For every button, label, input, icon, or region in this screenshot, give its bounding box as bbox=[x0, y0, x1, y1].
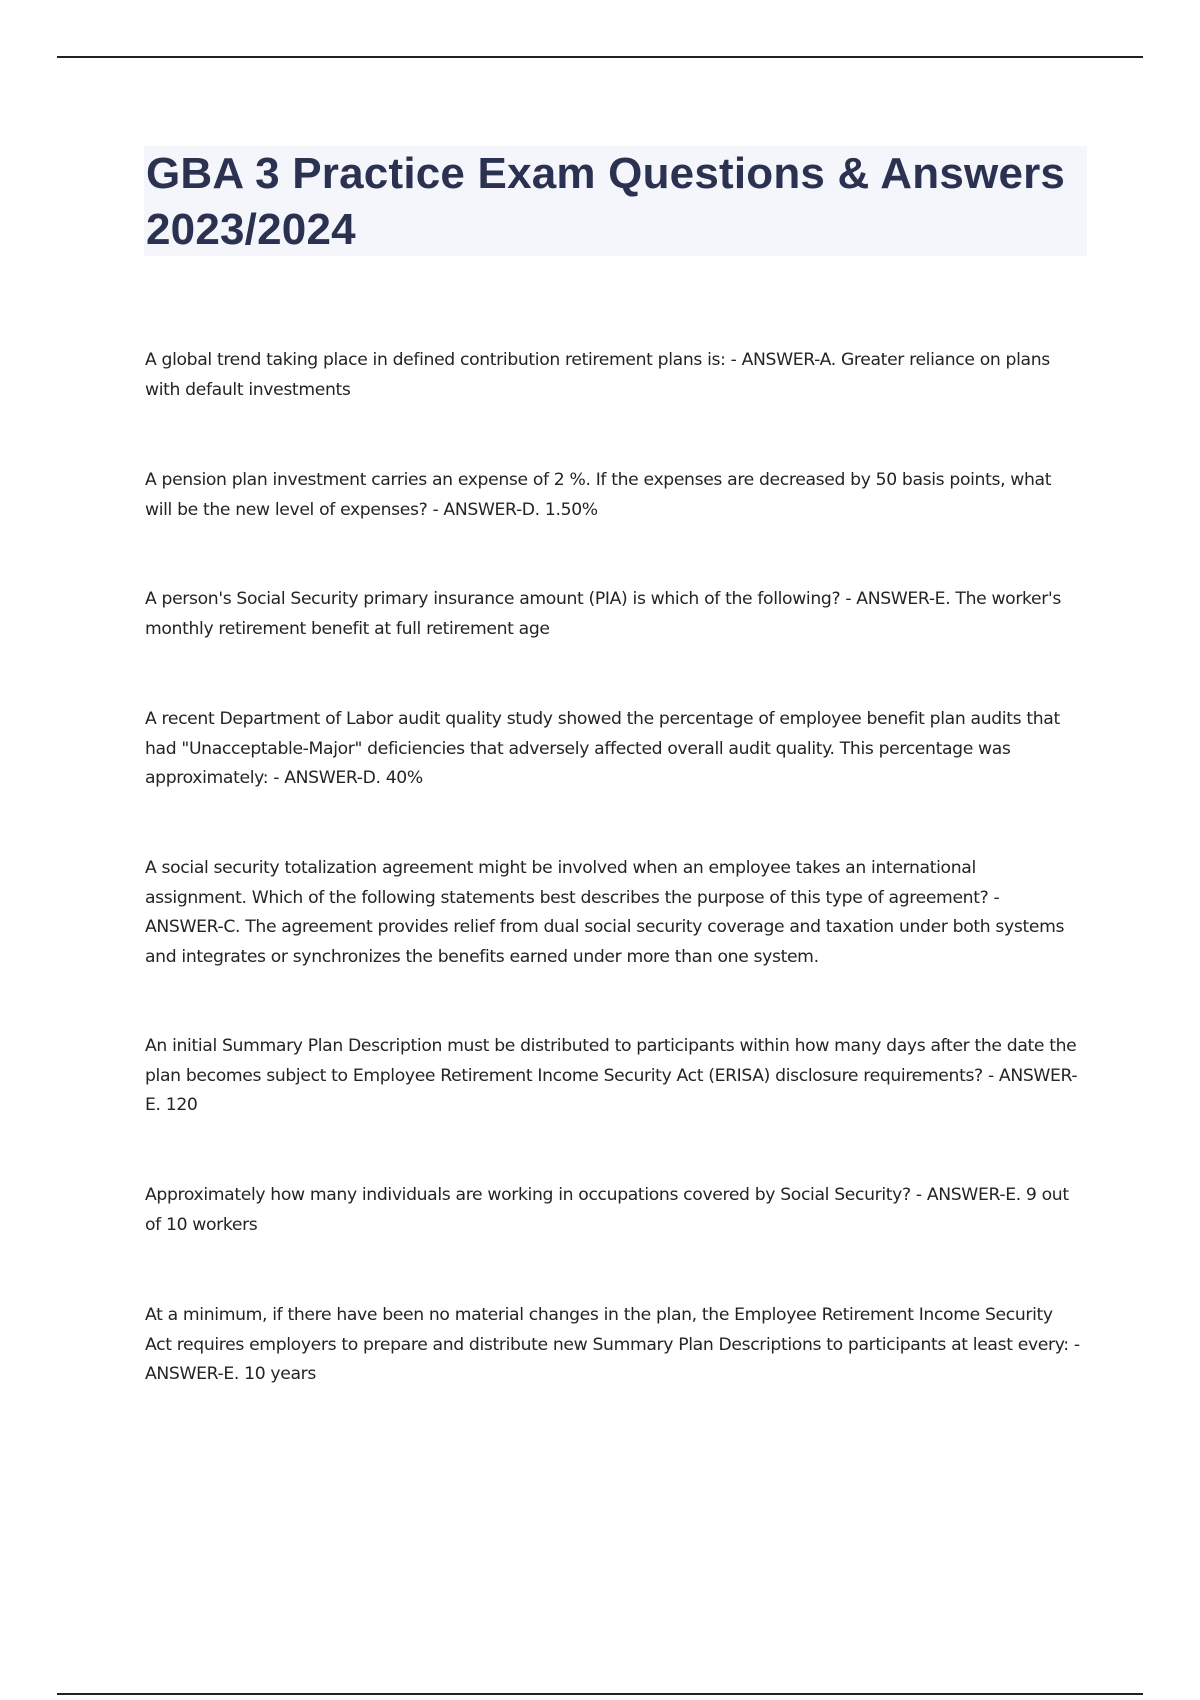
title-block bbox=[144, 146, 1087, 256]
document-title: GBA 3 Practice Exam Questions & Answers 2023/2024 bbox=[146, 149, 1066, 254]
qa-item: A recent Department of Labor audit quality study showed the percentage of employee benefit plan audits that had "Unacceptable-Major" deficiencies that adversely affected overall audit quality. This percentage was approximately: - ANSWER-D. 40% bbox=[145, 709, 1060, 788]
qa-item: A global trend taking place in defined contribution retirement plans is: - ANSWER-A. Greater reliance on plans with default investments bbox=[145, 350, 1050, 400]
qa-item: A pension plan investment carries an expense of 2 %. If the expenses are decreased by 50 basis points, what will be the new level of expenses? - ANSWER-D. 1.50% bbox=[145, 470, 1052, 520]
qa-item: An initial Summary Plan Description must be distributed to participants within how many days after the date the plan becomes subject to Employee Retirement Income Security Act (ERISA) disclosure requirements? - ANSWER-E. 120 bbox=[145, 1036, 1078, 1115]
qa-item: A social security totalization agreement might be involved when an employee takes an international assignment. Which of the following statements best describes the purpose of this type of agreement? - ANSWER-C. The agreement provides relief from dual social security coverage and taxation under both systems and integrates or synchronizes the benefits earned under more than one system. bbox=[145, 858, 1065, 967]
qa-item: Approximately how many individuals are working in occupations covered by Social Security? - ANSWER-E. 9 out of 10 workers bbox=[145, 1185, 1069, 1235]
top-rule bbox=[57, 56, 1143, 58]
bottom-rule bbox=[57, 1693, 1143, 1695]
qa-item: A person's Social Security primary insurance amount (PIA) is which of the following? - ANSWER-E. The worker's monthly retirement benefit at full retirement age bbox=[145, 589, 1061, 639]
qa-item: At a minimum, if there have been no material changes in the plan, the Employee Retirement Income Security Act requires employers to prepare and distribute new Summary Plan Descriptions to participants at least every: - ANSWER-E. 10 years bbox=[145, 1305, 1080, 1384]
